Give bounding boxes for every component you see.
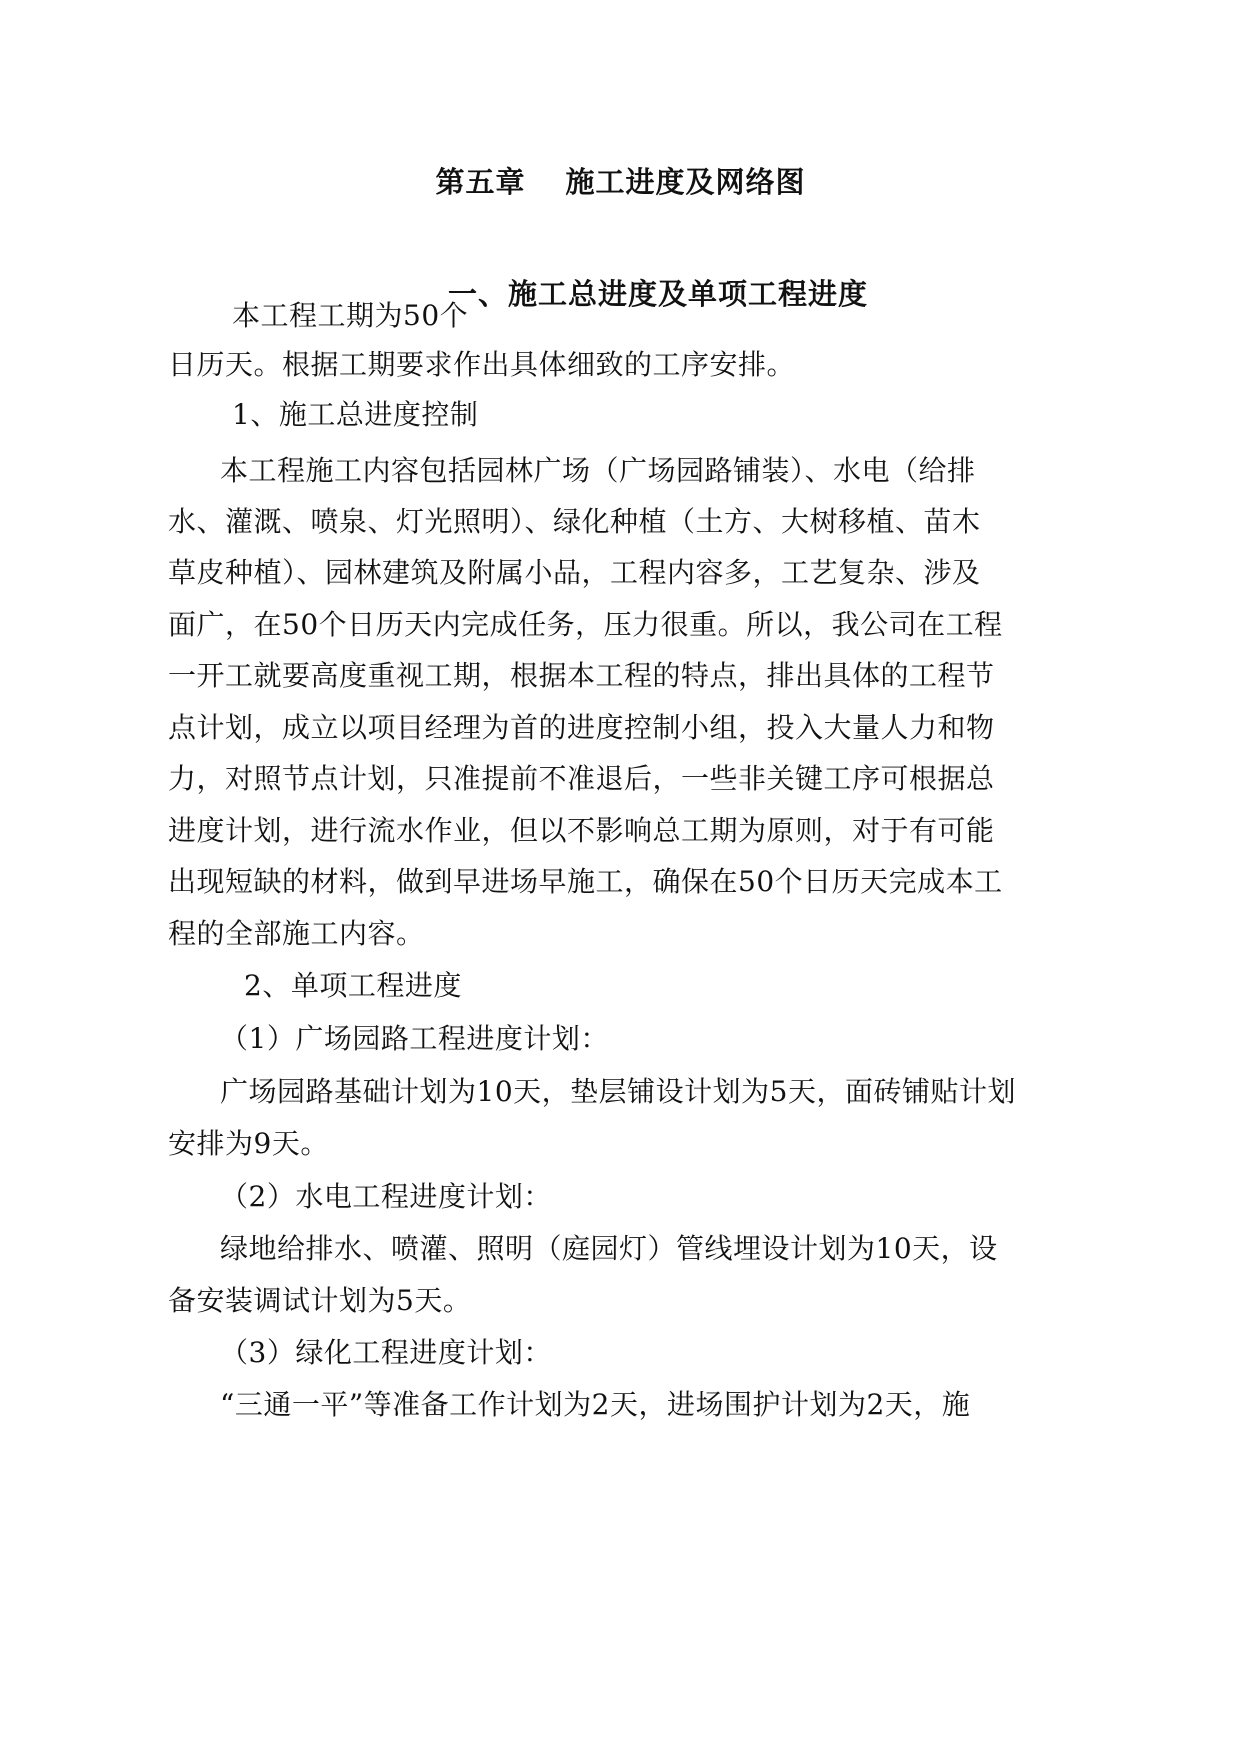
paragraph-line: 广场园路基础计划为10天，垫层铺设计划为5天，面砖铺贴计划 [220, 1075, 1016, 1108]
paragraph-line: 备安装调试计划为5天。 [168, 1284, 472, 1317]
chapter-title: 施工进度及网络图 [565, 165, 806, 199]
subheading-line: （1）广场园路工程进度计划： [220, 1022, 609, 1055]
subheading-line: （2）水电工程进度计划： [220, 1180, 552, 1213]
paragraph-line: 安排为9天。 [168, 1127, 329, 1160]
subheading-line: 2、单项工程进度 [244, 969, 462, 1002]
subheading-line: （3）绿化工程进度计划： [220, 1336, 552, 1369]
paragraph-line: 出现短缺的材料，做到早进场早施工，确保在50个日历天完成本工 [168, 865, 1003, 898]
paragraph-line: 程的全部施工内容。 [168, 917, 425, 950]
paragraph-line: 点计划，成立以项目经理为首的进度控制小组，投入大量人力和物 [168, 711, 995, 744]
paragraph-line: 本工程工期为50个 [232, 299, 469, 332]
chapter-heading [0, 160, 1241, 201]
paragraph-line: 水、灌溉、喷泉、灯光照明）、绿化种植（土方、大树移植、苗木 [168, 505, 981, 538]
paragraph-line: “三通一平”等准备工作计划为2天，进场围护计划为2天，施 [220, 1388, 971, 1421]
paragraph-line: 进度计划，进行流水作业，但以不影响总工期为原则，对于有可能 [168, 814, 995, 847]
subheading-line: 1、施工总进度控制 [232, 398, 479, 431]
paragraph-line: 绿地给排水、喷灌、照明（庭园灯）管线埋设计划为10天，设 [220, 1232, 998, 1265]
paragraph-line: 草皮种植）、园林建筑及附属小品，工程内容多，工艺复杂、涉及 [168, 556, 981, 589]
section-heading: 一、施工总进度及单项工程进度 [448, 277, 869, 311]
paragraph-line: 本工程施工内容包括园林广场（广场园路铺装）、水电（给排 [220, 454, 976, 487]
chapter-number: 第五章 [435, 165, 526, 199]
paragraph-line: 一开工就要高度重视工期，根据本工程的特点，排出具体的工程节 [168, 659, 995, 692]
paragraph-line: 日历天。根据工期要求作出具体细致的工序安排。 [168, 348, 796, 381]
paragraph-line: 力，对照节点计划，只准提前不准退后，一些非关键工序可根据总 [168, 762, 995, 795]
paragraph-line: 面广，在50个日历天内完成任务，压力很重。所以，我公司在工程 [168, 608, 1003, 641]
